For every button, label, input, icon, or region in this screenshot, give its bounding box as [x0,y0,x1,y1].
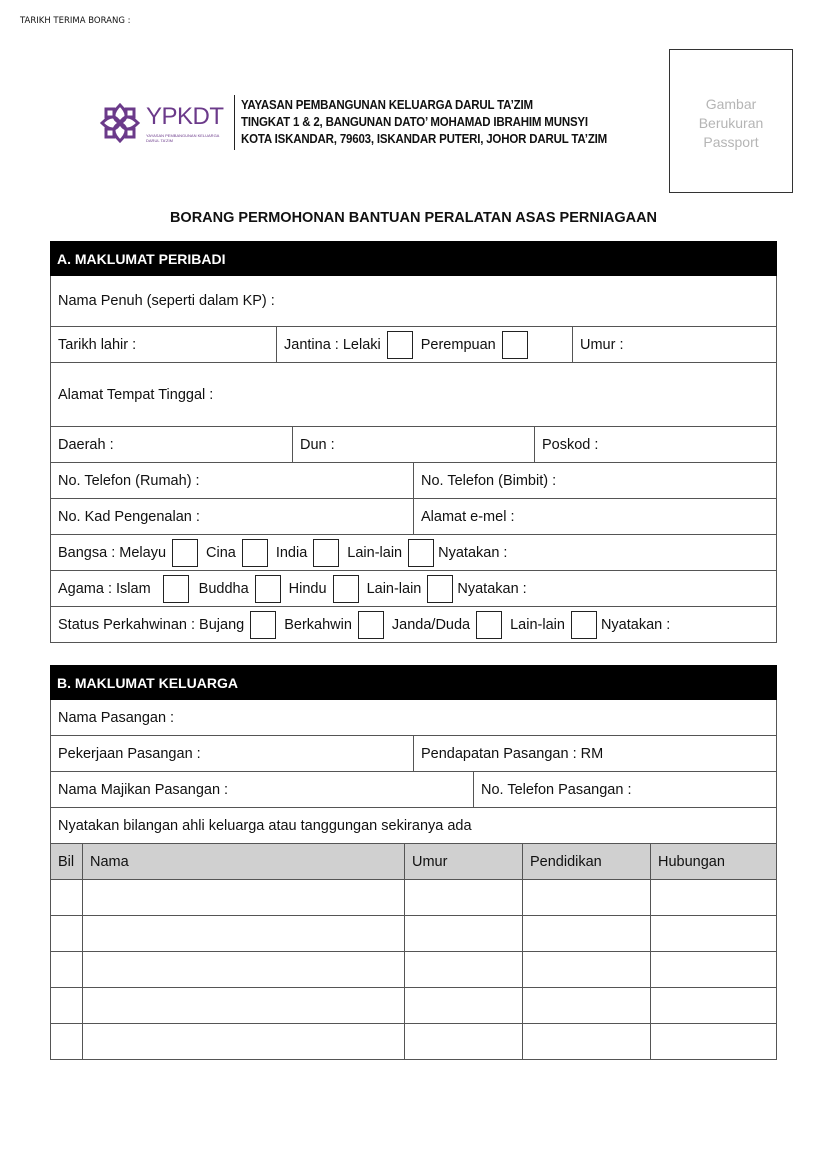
section-b [50,665,777,1060]
spouse-employer-field[interactable] [51,772,474,807]
dependents-note-label: Nyatakan bilangan ahli keluarga atau tanggungan sekiranya ada [58,817,472,834]
race-lain-checkbox[interactable] [408,539,434,567]
age-field[interactable] [573,327,776,362]
header-divider [234,95,235,150]
flower-logo-icon [98,101,142,145]
marital-specify-label: Nyatakan : [600,616,671,633]
section-a-heading: A. MAKLUMAT PERIBADI [50,241,777,276]
marital-lain-checkbox[interactable] [571,611,597,639]
gender-female-checkbox[interactable] [502,331,528,359]
dependents-table-body [50,880,777,1060]
spouse-job-label: Pekerjaan Pasangan : [58,745,201,762]
cell-hubungan[interactable] [651,916,776,951]
marital-field [51,607,776,642]
email-label: Alamat e-mel : [421,508,515,525]
cell-hubungan[interactable] [651,1024,776,1059]
district-field[interactable] [51,427,293,462]
letterhead [98,95,639,150]
religion-buddha-checkbox[interactable] [255,575,281,603]
spouse-phone-field[interactable] [474,772,776,807]
cell-nama[interactable] [83,916,405,951]
ypkdt-logo [98,101,230,145]
marital-option-lain: Lain-lain [510,616,565,633]
dun-label: Dun : [300,436,335,453]
spouse-income-label: Pendapatan Pasangan : RM [421,745,604,762]
race-option-cina: Cina [206,544,236,561]
age-label: Umur : [580,336,624,353]
spouse-name-label: Nama Pasangan : [58,709,175,726]
dependents-table-header [50,844,777,880]
district-label: Daerah : [58,436,114,453]
photo-label-1: Gambar [705,96,757,112]
table-row [50,916,777,952]
postcode-field[interactable] [535,427,776,462]
phone-mobile-label: No. Telefon (Bimbit) : [421,472,557,489]
cell-nama[interactable] [83,952,405,987]
cell-nama[interactable] [83,988,405,1023]
col-bil: Bil [51,844,83,879]
cell-nama[interactable] [83,1024,405,1059]
org-address-line1: TINGKAT 1 & 2, BANGUNAN DATO’ MOHAMAD IBRAHIM MUNSYI [241,115,588,129]
photo-label-3: Passport [703,134,759,150]
cell-umur[interactable] [405,880,523,915]
spouse-name-field[interactable] [51,700,776,735]
cell-umur[interactable] [405,916,523,951]
table-row [50,952,777,988]
ic-no-field[interactable] [51,499,414,534]
race-option-india: India [275,544,308,561]
photo-label-2: Berukuran [698,115,764,131]
full-name-label: Nama Penuh (seperti dalam KP) : [58,293,275,309]
form-title: BORANG PERMOHONAN BANTUAN PERALATAN ASAS PERNIAGAAN [169,210,658,226]
full-name-field[interactable] [51,276,776,326]
org-name: YAYASAN PEMBANGUNAN KELUARGA DARUL TA’ZIM [241,98,533,112]
religion-islam-checkbox[interactable] [163,575,189,603]
religion-label: Agama : Islam [58,580,151,597]
spouse-phone-label: No. Telefon Pasangan : [481,781,632,798]
cell-bil[interactable] [51,988,83,1023]
spouse-job-field[interactable] [51,736,414,771]
ic-no-label: No. Kad Pengenalan : [58,508,200,525]
logo-subtext: YAYASAN PEMBANGUNAN KELUARGA DARUL TA'ZIM [146,132,220,143]
section-b-heading: B. MAKLUMAT KELUARGA [50,665,777,700]
col-nama: Nama [83,844,405,879]
marital-option-berkahwin: Berkahwin [284,616,352,633]
postcode-label: Poskod : [542,436,599,453]
phone-home-label: No. Telefon (Rumah) : [58,472,200,489]
gender-male-checkbox[interactable] [387,331,413,359]
marital-label: Status Perkahwinan : Bujang [58,616,245,633]
religion-specify-label: Nyatakan : [457,580,527,597]
race-melayu-checkbox[interactable] [172,539,198,567]
religion-field [51,571,776,606]
cell-hubungan[interactable] [651,952,776,987]
cell-nama[interactable] [83,880,405,915]
marital-berkahwin-checkbox[interactable] [358,611,384,639]
race-india-checkbox[interactable] [313,539,339,567]
col-umur: Umur [405,844,523,879]
religion-option-buddha: Buddha [198,580,249,597]
address-label: Alamat Tempat Tinggal : [58,386,214,403]
gender-field [277,327,573,362]
logo-wordmark: YPKDT [146,102,224,130]
cell-hubungan[interactable] [651,988,776,1023]
gender-female-label: Perempuan [420,336,496,353]
race-label: Bangsa : Melayu [58,544,167,561]
spouse-income-field[interactable] [414,736,776,771]
cell-umur[interactable] [405,952,523,987]
address-field[interactable] [51,363,776,426]
race-specify-label: Nyatakan : [438,544,508,561]
cell-pendidikan[interactable] [523,916,651,951]
cell-bil[interactable] [51,916,83,951]
dob-label: Tarikh lahir : [58,336,137,353]
phone-mobile-field[interactable] [414,463,776,498]
religion-option-hindu: Hindu [288,580,327,597]
cell-pendidikan[interactable] [523,880,651,915]
phone-home-field[interactable] [51,463,414,498]
email-field[interactable] [414,499,776,534]
cell-umur[interactable] [405,988,523,1023]
received-date-label: TARIKH TERIMA BORANG : [20,16,131,26]
section-a [50,241,777,643]
dob-field[interactable] [51,327,277,362]
cell-pendidikan[interactable] [523,952,651,987]
cell-umur[interactable] [405,1024,523,1059]
col-hubungan: Hubungan [658,853,725,870]
religion-lain-checkbox[interactable] [427,575,453,603]
cell-bil[interactable] [51,880,83,915]
cell-bil[interactable] [51,952,83,987]
marital-janda-duda-checkbox[interactable] [476,611,502,639]
spouse-employer-label: Nama Majikan Pasangan : [58,781,229,798]
dependents-note [51,808,776,843]
race-field [51,535,776,570]
col-pendidikan: Pendidikan [523,844,651,879]
passport-photo-box[interactable] [669,49,793,193]
religion-hindu-checkbox[interactable] [333,575,359,603]
dun-field[interactable] [293,427,535,462]
cell-pendidikan[interactable] [523,1024,651,1059]
religion-option-lain: Lain-lain [366,580,422,597]
cell-pendidikan[interactable] [523,988,651,1023]
cell-hubungan[interactable] [651,880,776,915]
race-cina-checkbox[interactable] [242,539,268,567]
cell-bil[interactable] [51,1024,83,1059]
marital-option-janda-duda: Janda/Duda [391,616,471,633]
marital-bujang-checkbox[interactable] [250,611,276,639]
table-row [50,880,777,916]
table-row [50,1024,777,1060]
gender-label: Jantina : Lelaki [284,336,381,353]
table-row [50,988,777,1024]
race-option-lain: Lain-lain [347,544,403,561]
org-address-line2: KOTA ISKANDAR, 79603, ISKANDAR PUTERI, JOHOR DARUL TA’ZIM [241,132,608,146]
